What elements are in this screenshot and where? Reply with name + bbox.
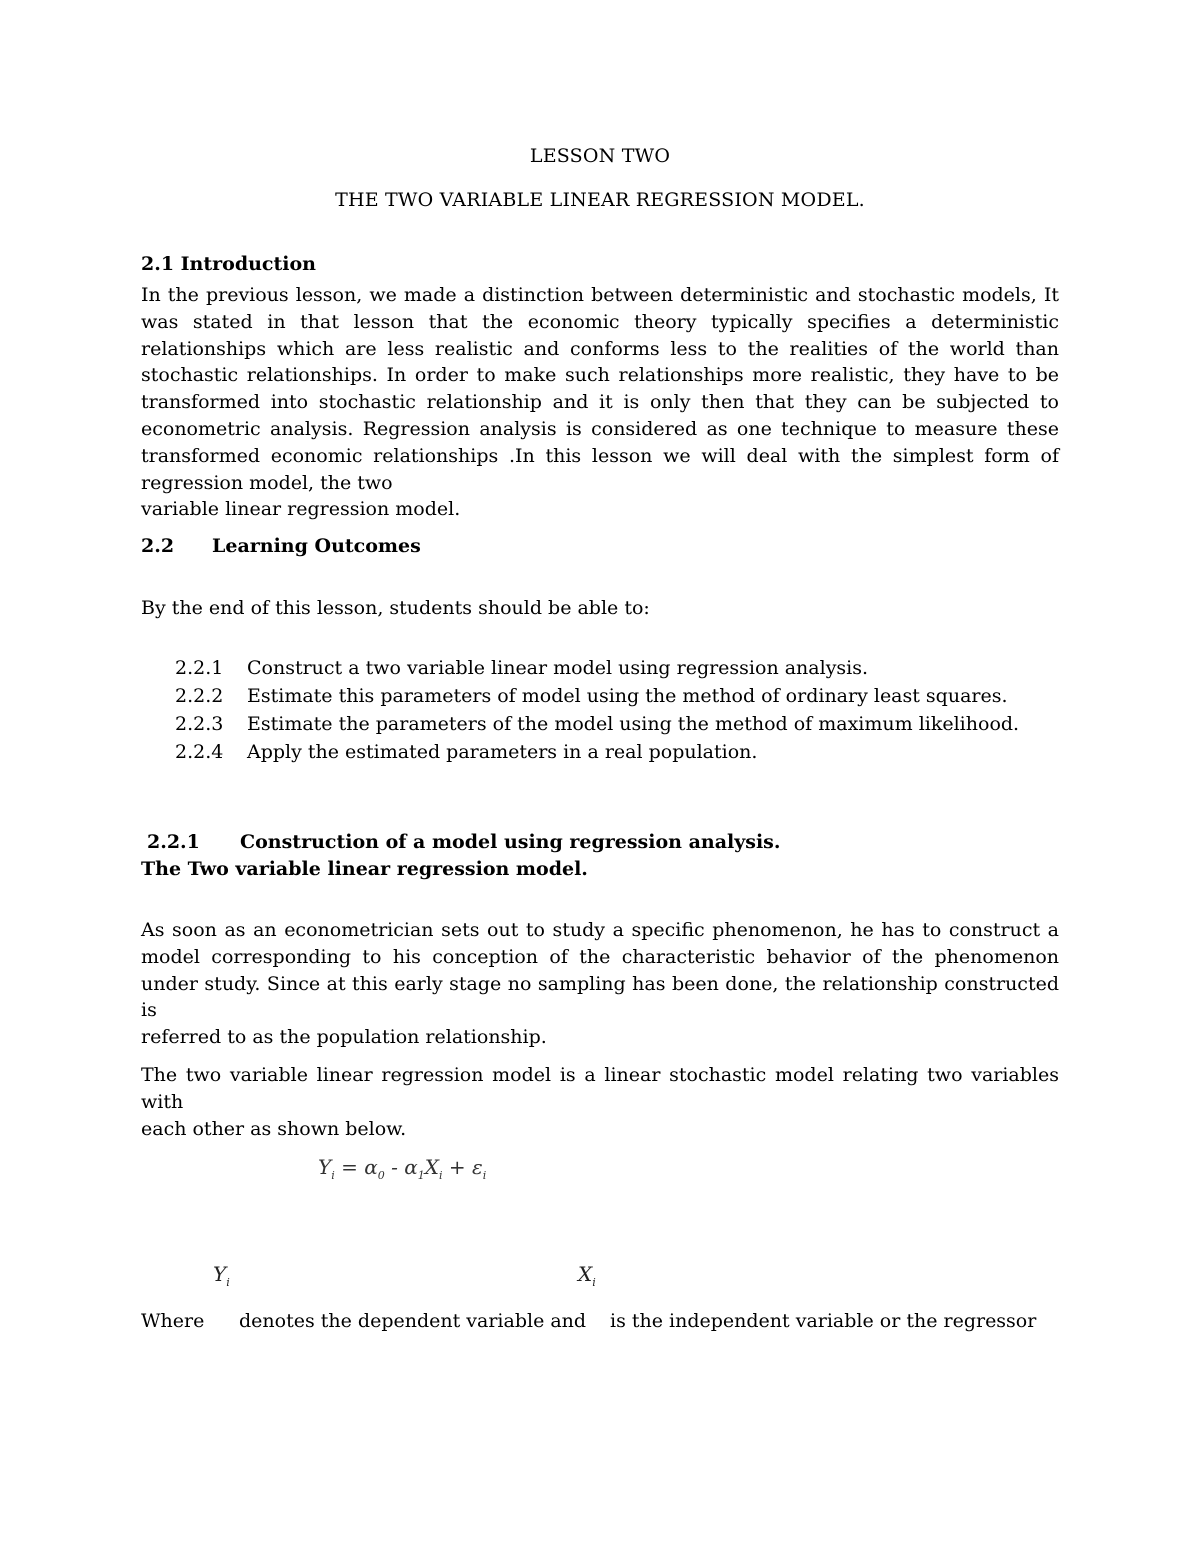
construction-paragraph xyxy=(141,917,1059,1051)
construction-para1: As soon as an econometrician sets out to study a specific phenomenon, he has to construct a model corresponding to his conception of the characteristic behavior of the phenomenon under study. Since at this early stage no sampling has been done, the relationship constructed is xyxy=(141,919,1059,1022)
outcome-number: 2.2.1 xyxy=(175,657,224,679)
eq-epsilon-sub: i xyxy=(482,1169,487,1182)
eq-alpha0-sub: 0 xyxy=(377,1169,385,1182)
eq-alpha1: α xyxy=(404,1155,418,1179)
outcomes-heading: Learning Outcomes xyxy=(212,535,421,557)
y-symbol: Y xyxy=(213,1262,227,1286)
eq-minus: - xyxy=(391,1155,398,1179)
construction-para1-last: referred to as the population relationship. xyxy=(141,1026,547,1049)
intro-heading: 2.1 Introduction xyxy=(141,253,316,275)
eq-y-sub: i xyxy=(331,1169,335,1182)
construction-heading: Construction of a model using regression analysis. xyxy=(240,831,781,853)
outcome-number: 2.2.2 xyxy=(175,685,224,707)
outcome-text: Apply the estimated parameters in a real population. xyxy=(247,741,758,763)
y-symbol-sub: i xyxy=(226,1276,230,1289)
outcome-text: Estimate this parameters of model using the method of ordinary least squares. xyxy=(247,685,1008,707)
intro-paragraph xyxy=(141,282,1059,523)
where-label: Where xyxy=(141,1310,205,1332)
construction-para2: The two variable linear regression model is a linear stochastic model relating two variables with xyxy=(141,1064,1059,1113)
eq-alpha1-sub: 1 xyxy=(417,1169,425,1182)
intro-body-last: variable linear regression model. xyxy=(141,498,461,521)
eq-plus: + xyxy=(448,1155,466,1179)
where-independent-text: is the independent variable or the regressor xyxy=(610,1310,1037,1332)
intro-body: In the previous lesson, we made a distinction between deterministic and stochastic models, It was stated in that lesson that the economic theory typically specifies a deterministic relationships which are less realistic and conforms less to the realities of the world than stochastic relationships. In order to make such relationships more realistic, they have to be transformed into stochastic relationship and it is only then that they can be subjected to econometric analysis. Regression analysis is considered as one technique to measure these transformed economic relationships .In this lesson we will deal with the simplest form of regression model, the two xyxy=(141,284,1059,494)
model-paragraph xyxy=(141,1062,1059,1142)
outcomes-number: 2.2 xyxy=(141,535,175,557)
x-symbol-sub: i xyxy=(592,1276,596,1289)
construction-subheading: The Two variable linear regression model. xyxy=(141,858,588,880)
eq-y: Y xyxy=(318,1155,332,1179)
outcomes-lead: By the end of this lesson, students should be able to: xyxy=(141,597,650,619)
construction-number: 2.2.1 xyxy=(147,831,200,853)
outcome-text: Estimate the parameters of the model using the method of maximum likelihood. xyxy=(247,713,1020,735)
outcome-number: 2.2.4 xyxy=(175,741,224,763)
regression-equation xyxy=(318,1155,486,1182)
eq-epsilon: ε xyxy=(472,1155,483,1179)
eq-equals: = xyxy=(341,1155,358,1179)
lesson-label: LESSON TWO xyxy=(529,145,671,167)
outcome-number: 2.2.3 xyxy=(175,713,224,735)
eq-alpha0: α xyxy=(364,1155,378,1179)
outcome-text: Construct a two variable linear model using regression analysis. xyxy=(247,657,869,679)
eq-x: X xyxy=(424,1155,439,1179)
dependent-variable-symbol xyxy=(213,1262,230,1289)
x-symbol: X xyxy=(578,1262,593,1286)
document-title: THE TWO VARIABLE LINEAR REGRESSION MODEL. xyxy=(335,189,865,211)
independent-variable-symbol xyxy=(578,1262,596,1289)
eq-x-sub: i xyxy=(438,1169,443,1182)
where-dependent-text: denotes the dependent variable and xyxy=(239,1310,587,1332)
construction-para2-last: each other as shown below. xyxy=(141,1117,407,1140)
